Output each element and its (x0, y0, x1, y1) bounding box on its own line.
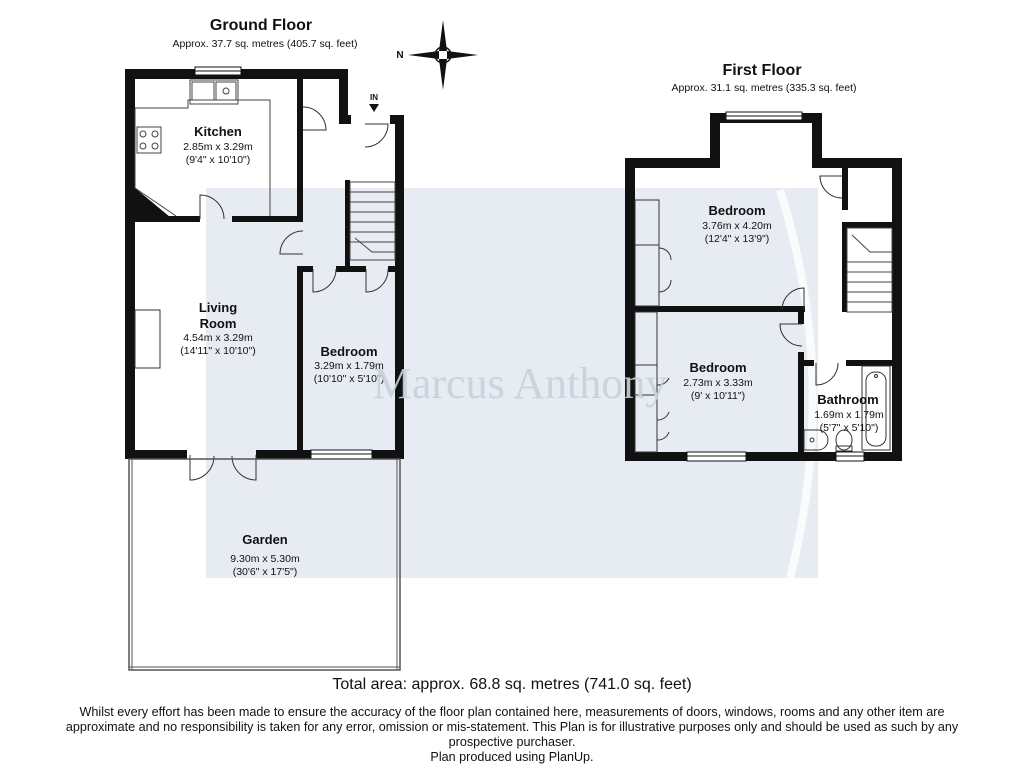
first-bedroom-1-metric: 3.76m x 4.20m (702, 220, 772, 232)
window-bedroom-ground (311, 450, 372, 459)
first-floor-title: First Floor (722, 62, 802, 79)
bath-icon (862, 366, 890, 450)
ground-floor-title: Ground Floor (209, 17, 313, 34)
compass-icon (396, 20, 478, 90)
garden-name: Garden (242, 532, 288, 547)
ground-bedroom-imperial: (10'10" x 5'10") (313, 373, 385, 385)
garden-imperial: (30'6" x 17'5") (232, 566, 298, 578)
living-room-name-1: Living (198, 300, 238, 315)
disclaimer-line-4: Plan produced using PlanUp. (430, 750, 594, 764)
disclaimer (14, 705, 1010, 765)
window-bedroom-2 (687, 452, 746, 461)
disclaimer-line-3: prospective purchaser. (448, 735, 576, 749)
window-bathroom (836, 452, 864, 461)
entrance-arrow-icon (369, 104, 379, 112)
stairs-first (847, 228, 892, 312)
disclaimer-line-2: approximate and no responsibility is taken for any error, omission or mis-statement. This Plan is for illustrative purposes only and should be used as such by any (65, 720, 959, 734)
bathroom-metric: 1.69m x 1.79m (814, 409, 884, 421)
first-bedroom-2-imperial: (9' x 10'11") (690, 390, 746, 402)
bathroom-name: Bathroom (817, 392, 879, 407)
first-bedroom-1-imperial: (12'4" x 13'9") (704, 233, 770, 245)
watermark-text: Marcus Anthony (372, 359, 668, 408)
first-bedroom-1-name: Bedroom (708, 203, 766, 218)
window-kitchen (195, 67, 241, 75)
window-bedroom-1 (726, 112, 802, 120)
entrance-label: IN (370, 93, 378, 102)
compass-north-label: N (396, 50, 404, 61)
first-bedroom-2-name: Bedroom (689, 360, 747, 375)
hob-icon (137, 127, 161, 153)
disclaimer-line-1: Whilst every effort has been made to ensure the accuracy of the floor plan contained here, measurements of doors, windows, rooms and any other item are (79, 705, 945, 719)
ground-bedroom-metric: 3.29m x 1.79m (314, 360, 384, 372)
ground-bedroom-name: Bedroom (320, 344, 378, 359)
total-area: Total area: approx. 68.8 sq. metres (741.0 sq. feet) (332, 676, 692, 693)
ground-floor-area: Approx. 37.7 sq. metres (405.7 sq. feet) (172, 38, 358, 50)
chimney-breast (135, 310, 160, 368)
garden-metric: 9.30m x 5.30m (230, 553, 300, 565)
first-bedroom-2-metric: 2.73m x 3.33m (683, 377, 753, 389)
sink-icon (192, 82, 236, 100)
living-room-name-2: Room (199, 316, 237, 331)
bathroom-imperial: (5'7" x 5'10") (819, 422, 879, 434)
first-floor-area: Approx. 31.1 sq. metres (335.3 sq. feet) (671, 82, 857, 94)
kitchen-name: Kitchen (194, 124, 242, 139)
kitchen-metric: 2.85m x 3.29m (183, 141, 253, 153)
living-room-imperial: (14'11" x 10'10") (180, 345, 256, 357)
kitchen-imperial: (9'4" x 10'10") (185, 154, 251, 166)
living-room-metric: 4.54m x 3.29m (183, 332, 253, 344)
